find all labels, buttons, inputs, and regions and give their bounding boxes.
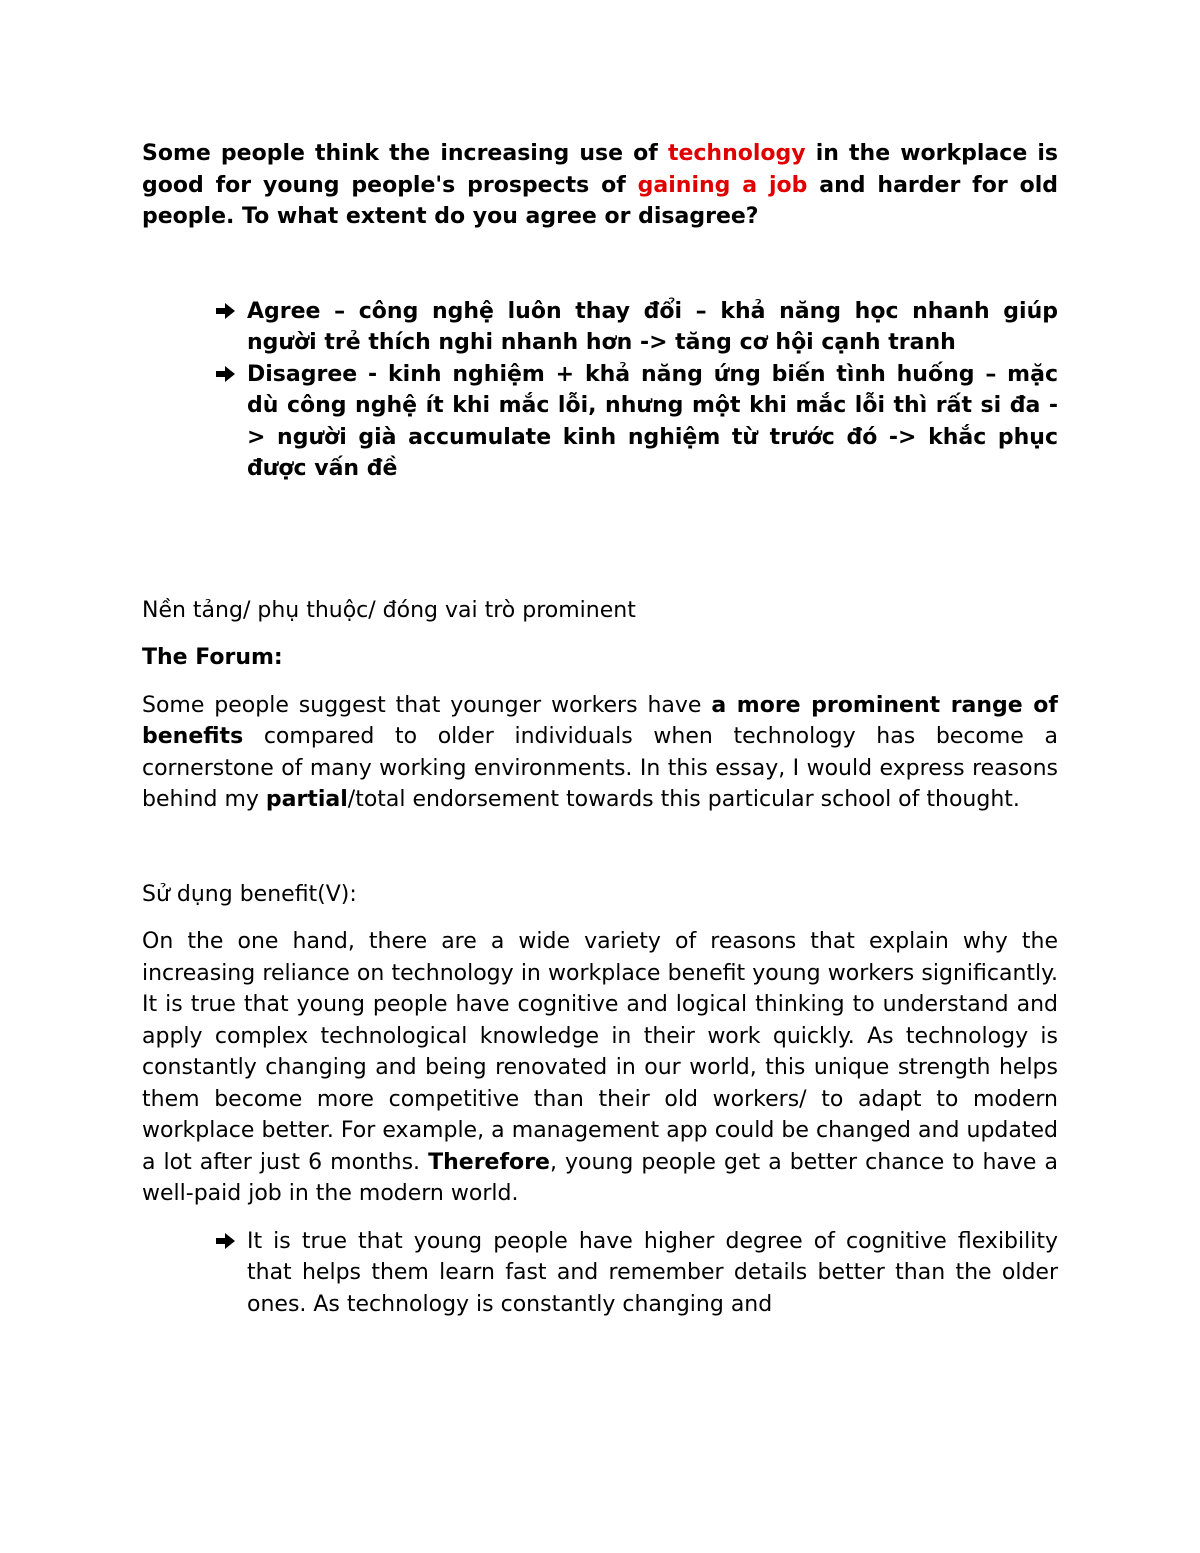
emphasis-text: partial [265,787,348,812]
outline-item-agree [142,296,1058,359]
rewrite-item [142,1226,1058,1321]
forum-heading: The Forum: [142,645,283,670]
outline-list [142,296,1058,485]
question-highlight-technology: technology [667,141,806,166]
essay-question [142,138,1058,233]
emphasis-text: a more prominent range of benefits [142,692,1058,749]
right-arrow-icon [216,296,240,328]
benefit-note: Sử dụng benefit(V): [142,881,357,907]
question-text: in the workplace is good for young people's prospects of [142,141,1058,198]
rewrite-list [142,1226,1058,1321]
right-arrow-icon [216,359,240,391]
vocab-note: Nền tảng/ phụ thuộc/ đóng vai trò prominent [142,597,636,623]
body-paragraph-1: On the one hand, there are a wide variety of reasons that explain why the increasing reliance on technology in workplace benefit young workers significantly. It is true that young people have cognitive and logical thinking to understand and apply complex technological knowledge in their work quickly. As technology is constantly changing and being renovated in our world, this unique strength helps them become more competitive than their old workers/ to adapt to modern workplace better. For example, a management app could be changed and updated a lot after just 6 months. Therefore, young people get a better chance to have a well-paid job in the modern world. [142,929,1058,1206]
question-text: Some people think the increasing use of [142,141,668,166]
outline-text: Disagree - kinh nghiệm + khả năng ứng biến tình huống – mặc dù công nghệ ít khi mắc lỗi, nhưng một khi mắc lỗi thì rất si đa -> người già accumulate kinh nghiệm từ trước đó -> khắc phục được vấn đề [247,361,1058,481]
question-highlight-gaining-job: gaining a job [637,172,808,198]
question-text: and harder for old people. To what extent do you agree or disagree? [142,172,1058,229]
outline-text: Agree – công nghệ luôn thay đổi – khả năng học nhanh giúp người trẻ thích nghi nhanh hơn -> tăng cơ hội cạnh tranh [247,298,1058,355]
rewrite-text: It is true that young people have higher degree of cognitive flexibility that helps them learn fast and remember details better than the older ones. As technology is constantly changing and [247,1228,1058,1317]
emphasis-text: Therefore [428,1149,550,1175]
outline-item-disagree [142,359,1058,485]
intro-paragraph: Some people suggest that younger workers have a more prominent range of benefits compared to older individuals when technology has become a cornerstone of many working environments. In this essay, I would express reasons behind my partial/total endorsement towards this particular school of thought. [142,692,1058,812]
right-arrow-icon [216,1226,240,1258]
document-page [142,138,1058,1320]
